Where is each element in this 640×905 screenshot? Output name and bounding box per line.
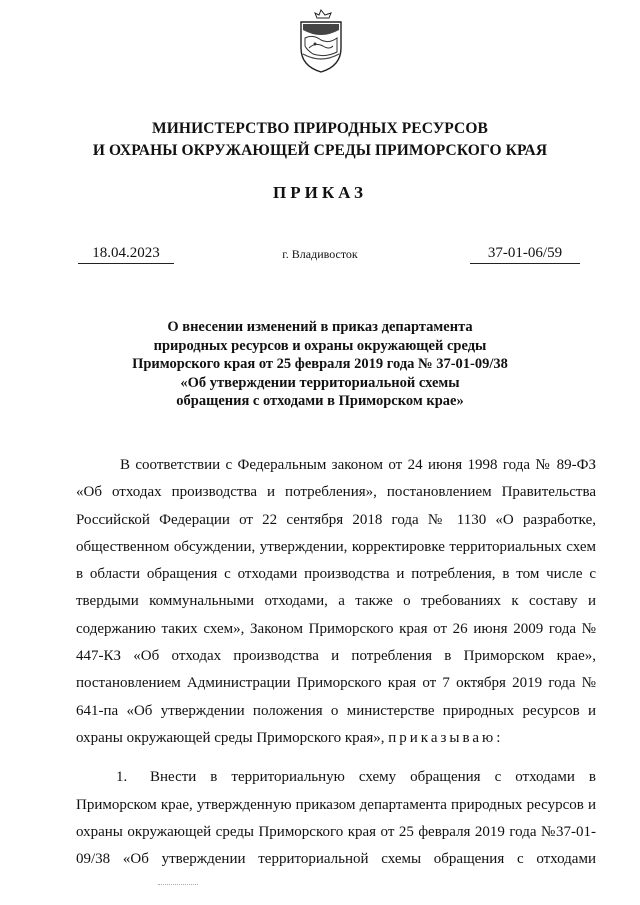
- order-subject: [0, 318, 640, 411]
- order-date: 18.04.2023: [78, 245, 174, 264]
- order-verb: приказываю:: [388, 729, 504, 746]
- subject-line: О внесении изменений в приказ департамента: [167, 319, 473, 335]
- order-body: [76, 452, 596, 873]
- order-city: г. Владивосток: [282, 247, 358, 261]
- preamble-paragraph: [76, 452, 596, 752]
- footer-divider: [158, 884, 198, 886]
- ministry-name-line1: МИНИСТЕРСТВО ПРИРОДНЫХ РЕСУРСОВ: [152, 120, 488, 137]
- ministry-name-line2: И ОХРАНЫ ОКРУЖАЮЩЕЙ СРЕДЫ ПРИМОРСКОГО КРАЯ: [92, 142, 548, 159]
- coat-of-arms-emblem: [295, 8, 347, 74]
- item-1-number: 1.: [116, 769, 128, 786]
- subject-line: Приморского края от 25 февраля 2019 года № 37-01-09/38: [132, 356, 508, 372]
- subject-line: «Об утверждении территориальной схемы: [180, 374, 460, 391]
- subject-line: природных ресурсов и охраны окружающей среды: [153, 337, 487, 354]
- item-1-text: Внести в территориальную схему обращения с отходами в Приморском крае, утвержденную приказом департамента природных ресурсов и охраны окружающей среды Приморского края от 25 февраля 2019 года №37-01-09/38 «Об утверждении территориальной схемы обращения с отходами: [76, 769, 596, 868]
- item-1-paragraph: [76, 764, 596, 873]
- preamble-text: В соответствии с Федеральным законом от 24 июня 1998 года № 89-ФЗ «Об отходах производства и потребления», постановлением Правительства Российской Федерации от 22 сентября 2018 года № 1130 «О разработке, общественном обсуждении, утверждении, корректировке территориальных схем в области обращения с отходами производства и потребления, в том числе с твердыми коммунальными отходами, а также о требованиях к составу и содержанию таких схем», Законом Приморского края от 26 июня 2009 года № 447-КЗ «Об отходах производства и потребления в Приморском крае», постановлением Администрации Приморского края от 7 октября 2019 года № 641-па «Об утверждении положения о министерстве природных ресурсов и охраны окружающей среды Приморского края»,: [76, 457, 596, 746]
- ministry-name: [0, 118, 640, 162]
- order-title: ПРИКАЗ: [273, 183, 367, 202]
- order-number: 37-01-06/59: [470, 245, 580, 264]
- subject-line: обращения с отходами в Приморском крае»: [176, 393, 464, 409]
